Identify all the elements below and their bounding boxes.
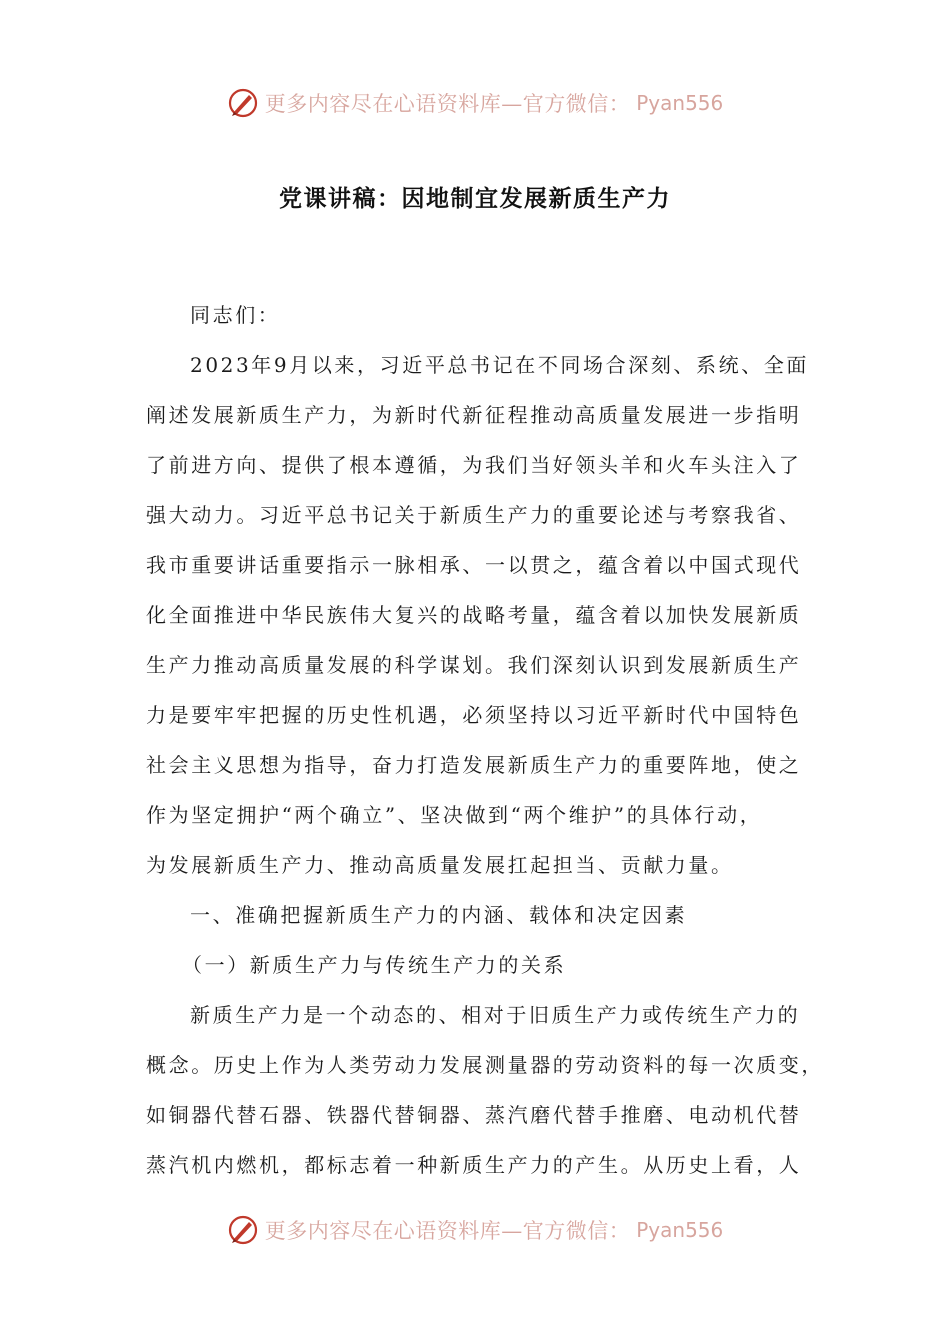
paragraph-line: 了前进方向、提供了根本遵循，为我们当好领头羊和火车头注入了 <box>146 453 802 477</box>
watermark-contact: Pyan556 <box>636 1218 724 1242</box>
subsection-heading: （一）新质生产力与传统生产力的关系 <box>182 953 567 977</box>
paragraph-line: 化全面推进中华民族伟大复兴的战略考量，蕴含着以加快发展新质 <box>146 603 802 627</box>
watermark-contact: Pyan556 <box>636 91 724 115</box>
paragraph-line: 新质生产力是一个动态的、相对于旧质生产力或传统生产力的 <box>190 1003 801 1027</box>
watermark-text: 更多内容尽在心语资料库—官方微信： <box>264 92 631 116</box>
page-title: 党课讲稿：因地制宜发展新质生产力 <box>279 186 671 212</box>
paragraph-line: 力是要牢牢把握的历史性机遇，必须坚持以习近平新时代中国特色 <box>146 703 802 727</box>
watermark-text: 更多内容尽在心语资料库—官方微信： <box>264 1219 631 1243</box>
paragraph-line: 概念。历史上作为人类劳动力发展测量器的劳动资料的每一次质变， <box>146 1053 824 1077</box>
paragraph-line: 生产力推动高质量发展的科学谋划。我们深刻认识到发展新质生产 <box>146 653 802 677</box>
watermark-banner-top <box>0 81 950 125</box>
paragraph-line: 强大动力。习近平总书记关于新质生产力的重要论述与考察我省、 <box>146 503 802 527</box>
pen-logo-icon <box>227 1214 259 1246</box>
paragraph-line: 为发展新质生产力、推动高质量发展扛起担当、贡献力量。 <box>146 853 734 877</box>
salutation: 同志们： <box>190 303 281 327</box>
section-heading: 一、准确把握新质生产力的内涵、载体和决定因素 <box>190 903 688 927</box>
paragraph-line: 作为坚定拥护“两个确立”、坚决做到“两个维护”的具体行动， <box>146 803 763 827</box>
pen-logo-icon <box>227 87 259 119</box>
document-body <box>146 290 824 1190</box>
paragraph-line: 阐述发展新质生产力，为新时代新征程推动高质量发展进一步指明 <box>146 403 802 427</box>
paragraph-line: 蒸汽机内燃机，都标志着一种新质生产力的产生。从历史上看，人 <box>146 1153 802 1177</box>
watermark-banner-bottom <box>0 1208 950 1252</box>
paragraph-line: 我市重要讲话重要指示一脉相承、一以贯之，蕴含着以中国式现代 <box>146 553 802 577</box>
paragraph-line: 社会主义思想为指导，奋力打造发展新质生产力的重要阵地，使之 <box>146 753 802 777</box>
paragraph-line: 2023年9月以来，习近平总书记在不同场合深刻、系统、全面 <box>190 353 810 377</box>
paragraph-line: 如铜器代替石器、铁器代替铜器、蒸汽磨代替手推磨、电动机代替 <box>146 1103 802 1127</box>
